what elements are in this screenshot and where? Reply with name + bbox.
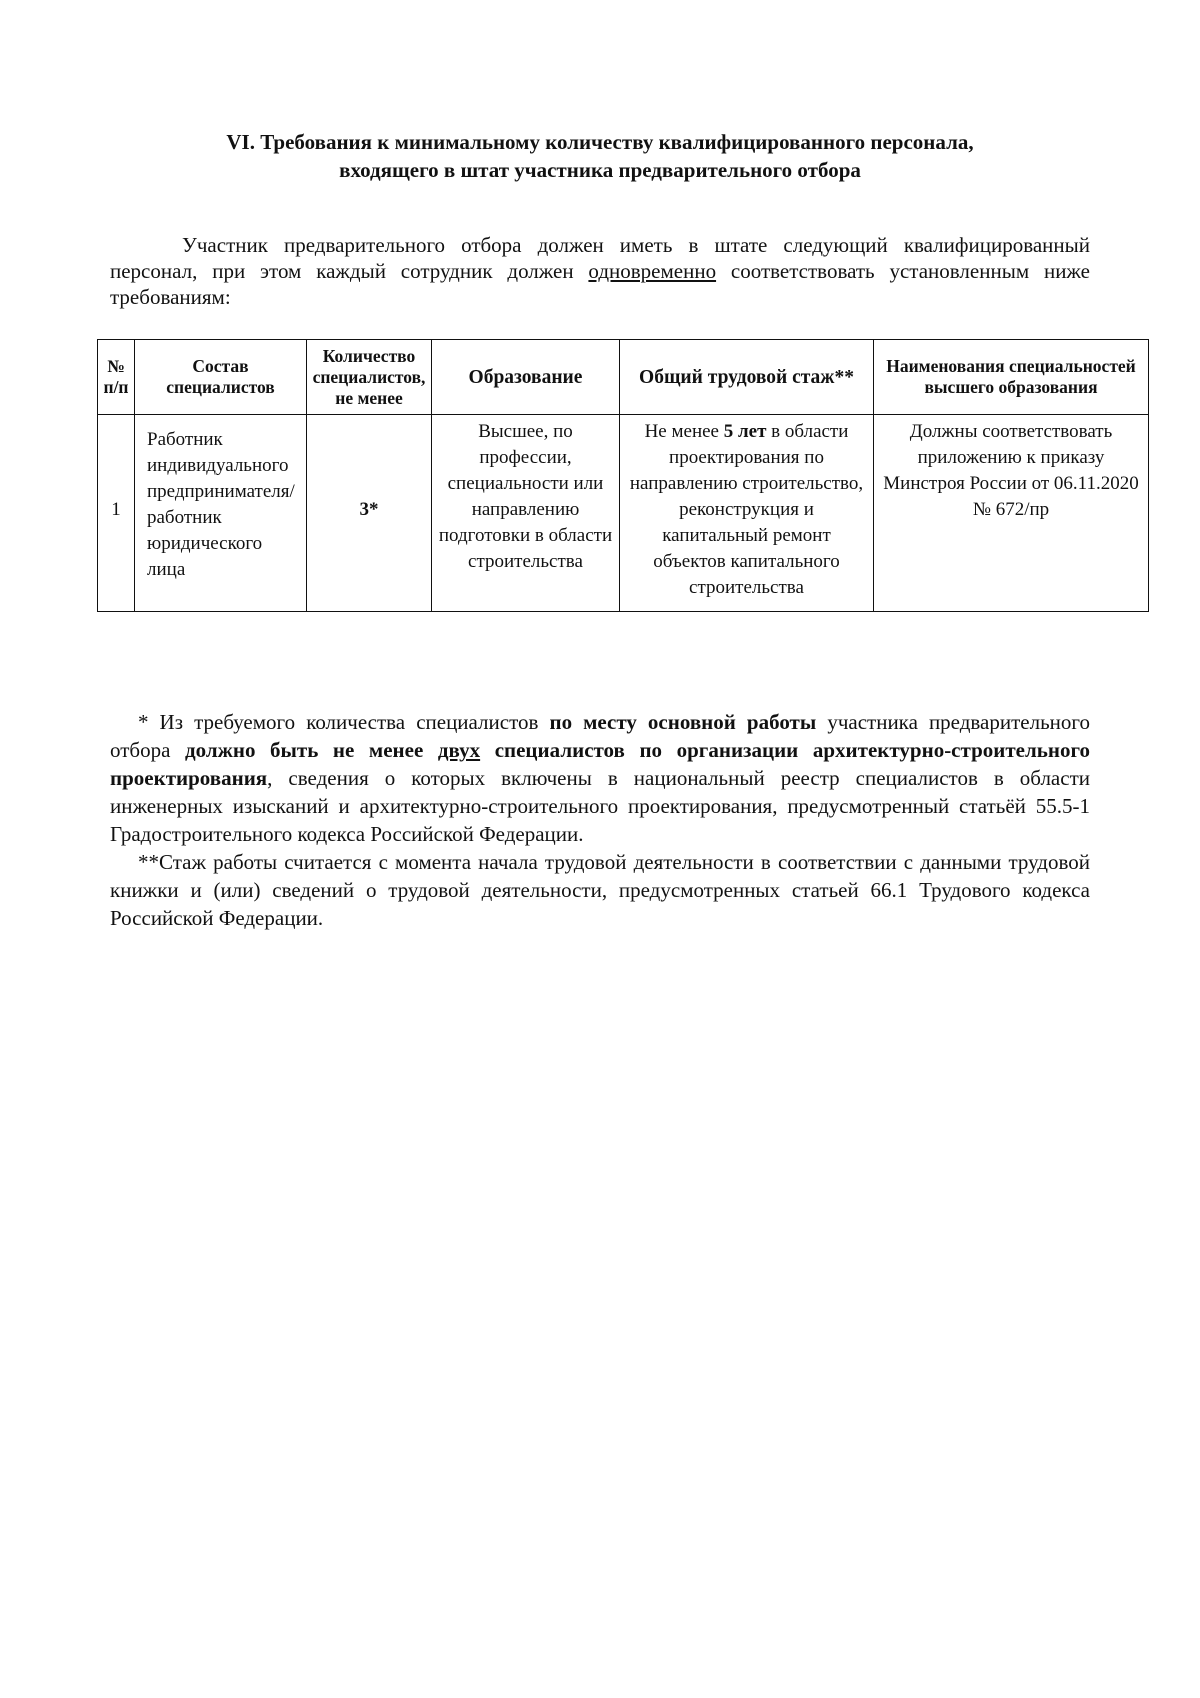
cell-num: 1 [98,415,135,612]
header-specialties: Наименования специальностей высшего образования [874,340,1149,415]
header-education: Образование [432,340,620,415]
section-heading [110,128,1090,184]
experience-prefix: Не менее [644,421,724,442]
heading-line-2: входящего в штат участника предварительного отбора [339,158,861,182]
cell-specialties: Должны соответствовать приложению к приказу Минстроя России от 06.11.2020 № 672/пр [874,415,1149,612]
footnote-1-text: * Из требуемого количества специалистов [138,710,550,734]
footnote-1 [110,708,1090,848]
table-header-row [98,340,1149,415]
table-row [98,415,1149,612]
footnote-2: **Стаж работы считается с момента начала трудовой деятельности в соответствии с данными трудовой книжки и (или) сведений о трудовой деятельности, предусмотренных статьей 66.1 Трудового кодекса Российской Федерации. [110,850,1090,930]
header-experience: Общий трудовой стаж** [620,340,874,415]
footnote-1-text: , сведения о которых включены в национальный реестр специалистов в области инженерных изысканий и архитектурно-строительного проектирования, предусмотренный статьёй 55.5-1 Градостроительного кодекса Российской Федерации. [110,766,1090,846]
header-num: № п/п [98,340,135,415]
intro-paragraph [110,232,1090,310]
footnote-1-bold: по месту основной работы [549,710,817,734]
footnotes [110,708,1090,932]
intro-underlined-word: одновременно [588,259,717,283]
footnote-1-bold-underlined: двух [437,738,481,762]
header-count: Количество специалистов, не менее [307,340,432,415]
experience-suffix: в области проектирования по направлению строительство, реконструкция и капитальный ремонт объектов капитального строительства [629,421,864,598]
experience-years: 5 лет [723,421,767,442]
footnote-1-bold: специалистов по организации архитектурно-строительного проектирования [110,738,1090,790]
intro-text-before: Участник предварительного отбора должен иметь в штате следующий квалифицированный персонал, при этом каждый сотрудник должен [110,233,1090,283]
heading-line-1: VI. Требования к минимальному количеству квалифицированного персонала, [226,130,974,154]
cell-experience [620,415,874,612]
footnote-1-bold: должно быть не менее [184,738,438,762]
footnote-1-text: участника предварительного отбора [110,710,1090,762]
requirements-table [97,339,1149,612]
cell-staff: Работник индивидуального предпринимателя/ работник юридического лица [135,415,307,612]
cell-education: Высшее, по профессии, специальности или направлению подготовки в области строительства [432,415,620,612]
header-staff: Состав специалистов [135,340,307,415]
intro-text-after: соответствовать установленным ниже требованиям: [110,259,1090,309]
cell-count: 3* [307,415,432,612]
